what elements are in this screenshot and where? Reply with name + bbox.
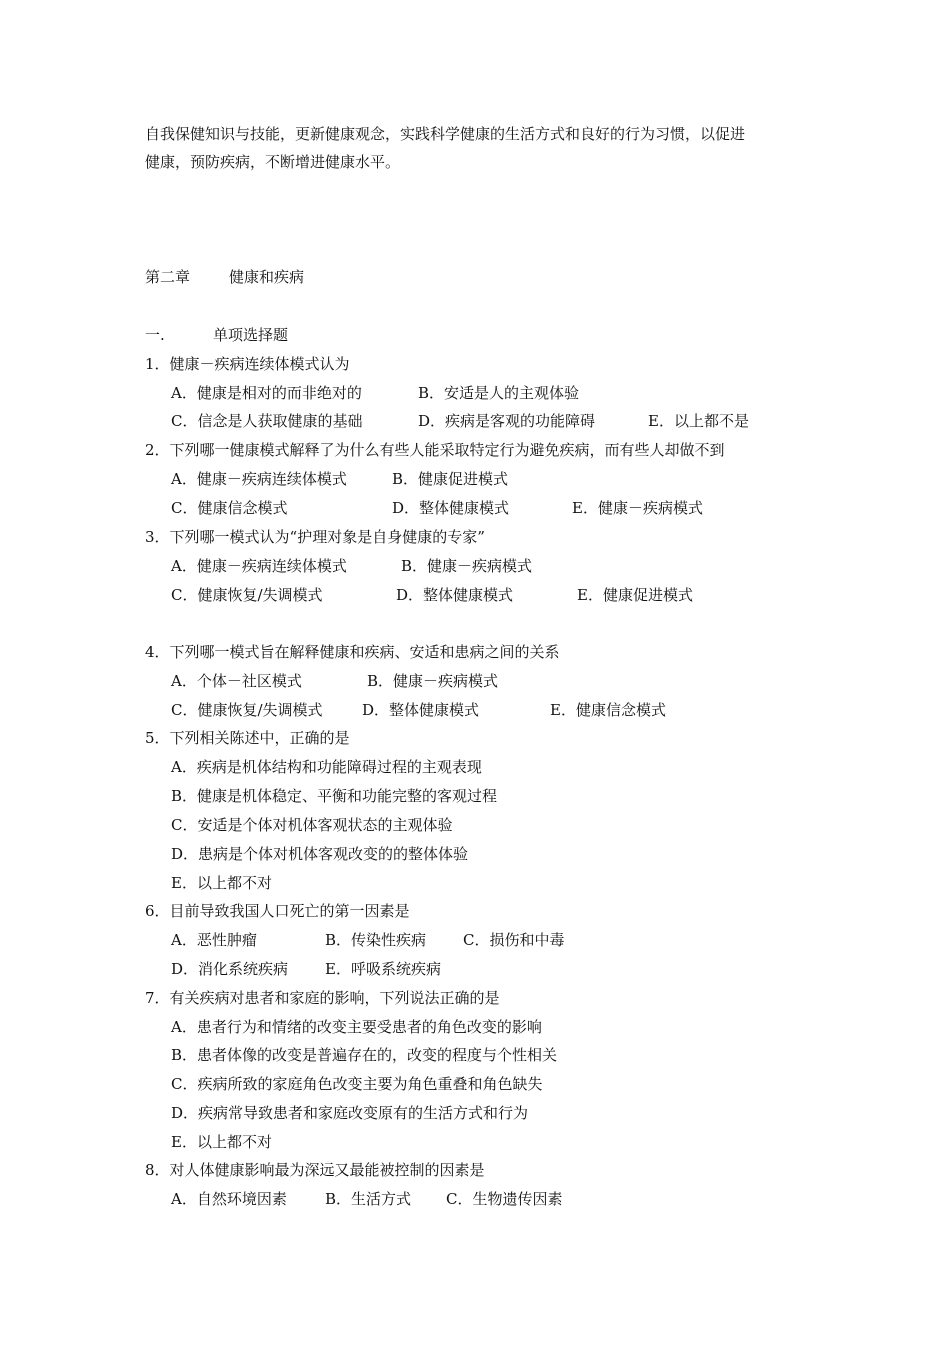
question-4-option-e: E．健康信念模式 [550, 701, 666, 719]
question-3-option-c: C．健康恢复/失调模式 [171, 586, 323, 604]
question-7-option-e: E．以上都不对 [171, 1133, 272, 1151]
question-6-option-e: E．呼吸系统疾病 [325, 960, 441, 978]
question-1-option-d: D．疾病是客观的功能障碍 [418, 412, 596, 430]
question-4-stem: 4．下列哪一模式旨在解释健康和疾病、安适和患病之间的关系 [145, 643, 560, 661]
question-6-option-b: B．传染性疾病 [325, 931, 427, 949]
section-title: 单项选择题 [213, 326, 289, 344]
question-2-stem: 2．下列哪一健康模式解释了为什么有些人能采取特定行为避免疾病，而有些人却做不到 [145, 441, 725, 459]
question-7-option-b: B．患者体像的改变是普遍存在的，改变的程度与个性相关 [171, 1046, 558, 1064]
question-2-option-c: C．健康信念模式 [171, 499, 288, 517]
question-7-option-a: A．患者行为和情绪的改变主要受患者的角色改变的影响 [171, 1018, 542, 1036]
chapter-number: 第二章 [145, 268, 191, 286]
question-7-option-c: C．疾病所致的家庭角色改变主要为角色重叠和角色缺失 [171, 1075, 543, 1093]
question-4-option-a: A．个体－社区模式 [171, 672, 302, 690]
question-8-option-b: B．生活方式 [325, 1190, 412, 1208]
intro-line-1: 自我保健知识与技能，更新健康观念，实践科学健康的生活方式和良好的行为习惯，以促进 [145, 125, 746, 143]
question-4-option-c: C．健康恢复/失调模式 [171, 701, 323, 719]
question-1-stem: 1．健康－疾病连续体模式认为 [145, 355, 350, 373]
question-3-option-b: B．健康－疾病模式 [401, 557, 533, 575]
question-5-option-c: C．安适是个体对机体客观状态的主观体验 [171, 816, 453, 834]
question-2-option-e: E．健康－疾病模式 [572, 499, 703, 517]
question-5-option-a: A．疾病是机体结构和功能障碍过程的主观表现 [171, 758, 482, 776]
question-8-stem: 8．对人体健康影响最为深远又最能被控制的因素是 [145, 1161, 485, 1179]
question-2-option-b: B．健康促进模式 [392, 470, 509, 488]
intro-line-2: 健康，预防疾病，不断增进健康水平。 [145, 153, 401, 171]
question-6-option-c: C．损伤和中毒 [463, 931, 565, 949]
question-1-option-c: C．信念是人获取健康的基础 [171, 412, 363, 430]
question-1-option-a: A．健康是相对的而非绝对的 [171, 384, 362, 402]
question-5-option-d: D．患病是个体对机体客观改变的的整体体验 [171, 845, 469, 863]
question-7-stem: 7．有关疾病对患者和家庭的影响，下列说法正确的是 [145, 989, 500, 1007]
question-3-option-d: D．整体健康模式 [396, 586, 514, 604]
question-5-option-e: E．以上都不对 [171, 874, 272, 892]
question-3-option-a: A．健康－疾病连续体模式 [171, 557, 347, 575]
question-1-option-e: E．以上都不是 [648, 412, 749, 430]
question-2-option-a: A．健康－疾病连续体模式 [171, 470, 347, 488]
question-4-option-d: D．整体健康模式 [362, 701, 480, 719]
question-8-option-a: A．自然环境因素 [171, 1190, 287, 1208]
question-3-option-e: E．健康促进模式 [577, 586, 693, 604]
question-5-stem: 5．下列相关陈述中，正确的是 [145, 729, 350, 747]
question-6-option-d: D．消化系统疾病 [171, 960, 289, 978]
section-number: 一. [145, 326, 165, 344]
question-6-stem: 6．目前导致我国人口死亡的第一因素是 [145, 902, 410, 920]
question-2-option-d: D．整体健康模式 [392, 499, 510, 517]
question-7-option-d: D．疾病常导致患者和家庭改变原有的生活方式和行为 [171, 1104, 529, 1122]
question-8-option-c: C．生物遗传因素 [446, 1190, 563, 1208]
question-6-option-a: A．恶性肿瘤 [171, 931, 257, 949]
question-5-option-b: B．健康是机体稳定、平衡和功能完整的客观过程 [171, 787, 498, 805]
question-3-stem: 3．下列哪一模式认为“护理对象是自身健康的专家” [145, 528, 485, 546]
question-1-option-b: B．安适是人的主观体验 [418, 384, 580, 402]
question-4-option-b: B．健康－疾病模式 [367, 672, 499, 690]
chapter-title: 健康和疾病 [229, 268, 305, 286]
